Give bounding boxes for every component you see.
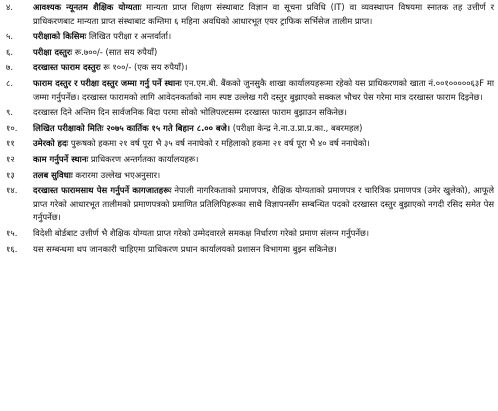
item-content xyxy=(33,169,494,183)
item-content xyxy=(33,153,494,167)
notice-item-5 xyxy=(3,30,494,44)
item-content xyxy=(33,61,494,75)
item-content xyxy=(33,137,494,151)
item-content xyxy=(33,122,494,136)
item-content xyxy=(33,30,494,44)
item-label: लिखित परीक्षाको मितिः २०७५ कार्तिक १५ गते बिहान ८.०० बजे। xyxy=(33,122,231,133)
item-text: यस सम्बन्धमा थप जानकारी चाहिएमा प्राधिकरण प्रधान कार्यालयको प्रशासन विभागमा बुझ्न सकिनेछ। xyxy=(33,243,337,254)
item-text: नेपाली नागरिकताको प्रमाणपत्र, शैक्षिक योग्यताको प्रमाणपत्र र चारित्रिक प्रमाणपत्र (उमेर खुलेको), आफूले प्राप्त गरेको आधारभूत तालीमको प्रमाणपत्रको प्रमाणित प्रतिलिपिहरूका साथै विज्ञापनसँग सम्बन्धित पदको दरखास्त दस्तुर बुझाएको नगदी रसिद समेत पेस गर्नुपर्नेछ। xyxy=(33,185,494,223)
item-text: रू.७००/- (सात सय रुपैयाँ) xyxy=(74,46,158,57)
item-text: विदेशी बोर्डबाट उत्तीर्ण भै शैक्षिक योग्यता प्राप्त गरेको उम्मेदवारले समकक्ष निर्धारण गरेको प्रमाण संलग्न गर्नुपर्नेछ। xyxy=(33,227,370,238)
notice-item-12 xyxy=(3,153,494,167)
item-number: १०. xyxy=(6,122,18,133)
item-number: ९. xyxy=(6,107,14,118)
item-number: १२ xyxy=(6,153,15,164)
item-text: (परीक्षा केन्द्र ने.ना.उ.प्रा.प्र.का., बबरमहल) xyxy=(232,122,363,133)
item-text: करारमा उल्लेख भएअनुसार। xyxy=(75,169,161,180)
item-content xyxy=(33,1,494,28)
notice-item-4 xyxy=(3,1,494,28)
item-text: दरखास्त दिने अन्तिम दिन सार्वजनिक बिदा परमा सोको भोलिपल्टसम्म दरखास्त फाराम बुझाउन सकिनेछ। xyxy=(33,107,347,118)
item-number: ८. xyxy=(6,77,14,88)
item-number: ७. xyxy=(6,62,14,73)
item-number: ५. xyxy=(6,31,14,42)
item-content xyxy=(33,227,494,241)
item-label: आवश्यक न्यूनतम शैक्षिक योग्यताः xyxy=(33,2,142,12)
item-text: एन.एम.बी. बैंकको जुनसुकै शाखा कार्यालयहरूमा रहेको यस प्राधिकरणको खाता नं.००१०००००६३F मा जम्मा गर्नुपर्नेछ। दरखास्त फारामको लागि आवेदनकर्ताको नाम स्पष्ट उल्लेख गरी दस्तुर बुझाएको सक्कल भौचर पेस गरेमा मात्र दरखास्त फाराम दिइनेछ। xyxy=(33,77,494,102)
item-number: १६. xyxy=(6,243,18,254)
item-content xyxy=(33,243,494,257)
item-number: ४. xyxy=(6,2,14,12)
item-label: तलब सुविधाः xyxy=(33,169,73,180)
item-label: दरखास्त फारामसाथ पेस गर्नुपर्ने कागजातहरूः xyxy=(33,185,172,196)
notice-item-9 xyxy=(3,106,494,120)
item-text: रू १००/- (एक सय रुपैयाँ)। xyxy=(103,62,188,73)
notice-item-10 xyxy=(3,122,494,136)
item-content xyxy=(33,77,494,104)
notice-item-8 xyxy=(3,77,494,104)
notice-item-16 xyxy=(3,243,494,257)
item-label: उमेरको हदः xyxy=(33,138,69,149)
notice-item-15 xyxy=(3,227,494,241)
item-number: १५. xyxy=(6,227,18,238)
item-label: दरखास्त फाराम दस्तुरः xyxy=(33,62,101,73)
item-label: परीक्षाको किसिमः xyxy=(33,31,87,42)
item-number: ६. xyxy=(6,46,14,57)
item-label: फाराम दस्तुर र परीक्षा दस्तुर जम्मा गर्नु पर्ने स्थानः xyxy=(33,77,182,88)
item-number: ११ xyxy=(6,138,15,149)
notice-item-7 xyxy=(3,61,494,75)
notice-item-14 xyxy=(3,184,494,225)
item-content xyxy=(33,184,494,225)
item-number: १३ xyxy=(6,169,15,180)
item-content xyxy=(33,46,494,60)
item-number: १४. xyxy=(6,185,18,196)
item-text: पुरूषको हकमा २१ वर्ष पूरा भै ३५ वर्ष ननाघेको र महिलाको हकमा २१ वर्ष पूरा भै ४० वर्ष ननाघेको। xyxy=(70,138,370,149)
item-text: प्राधिकरण अन्तर्गतका कार्यालयहरू। xyxy=(90,153,199,164)
item-text: लिखित परीक्षा र अन्तर्वार्ता। xyxy=(88,31,172,42)
item-label: काम गर्नुपर्ने स्थानः xyxy=(33,153,89,164)
notice-item-13 xyxy=(3,169,494,183)
notice-item-11 xyxy=(3,137,494,151)
item-text: मान्यता प्राप्त शिक्षण संस्थाबाट विज्ञान वा सूचना प्रविधि (IT) वा व्यवस्थापन विषयमा स्नातक तह उत्तीर्ण र प्राधिकरणबाट मान्यता प्राप्त संस्थाबाट कम्तिमा ६ महिना अवधिको आधारभूत एयर ट्राफिक सर्भिसेज तालीम प्राप्त। xyxy=(33,2,494,26)
notice-item-6 xyxy=(3,46,494,60)
item-content xyxy=(33,106,494,120)
item-label: परीक्षा दस्तुरः xyxy=(33,46,73,57)
